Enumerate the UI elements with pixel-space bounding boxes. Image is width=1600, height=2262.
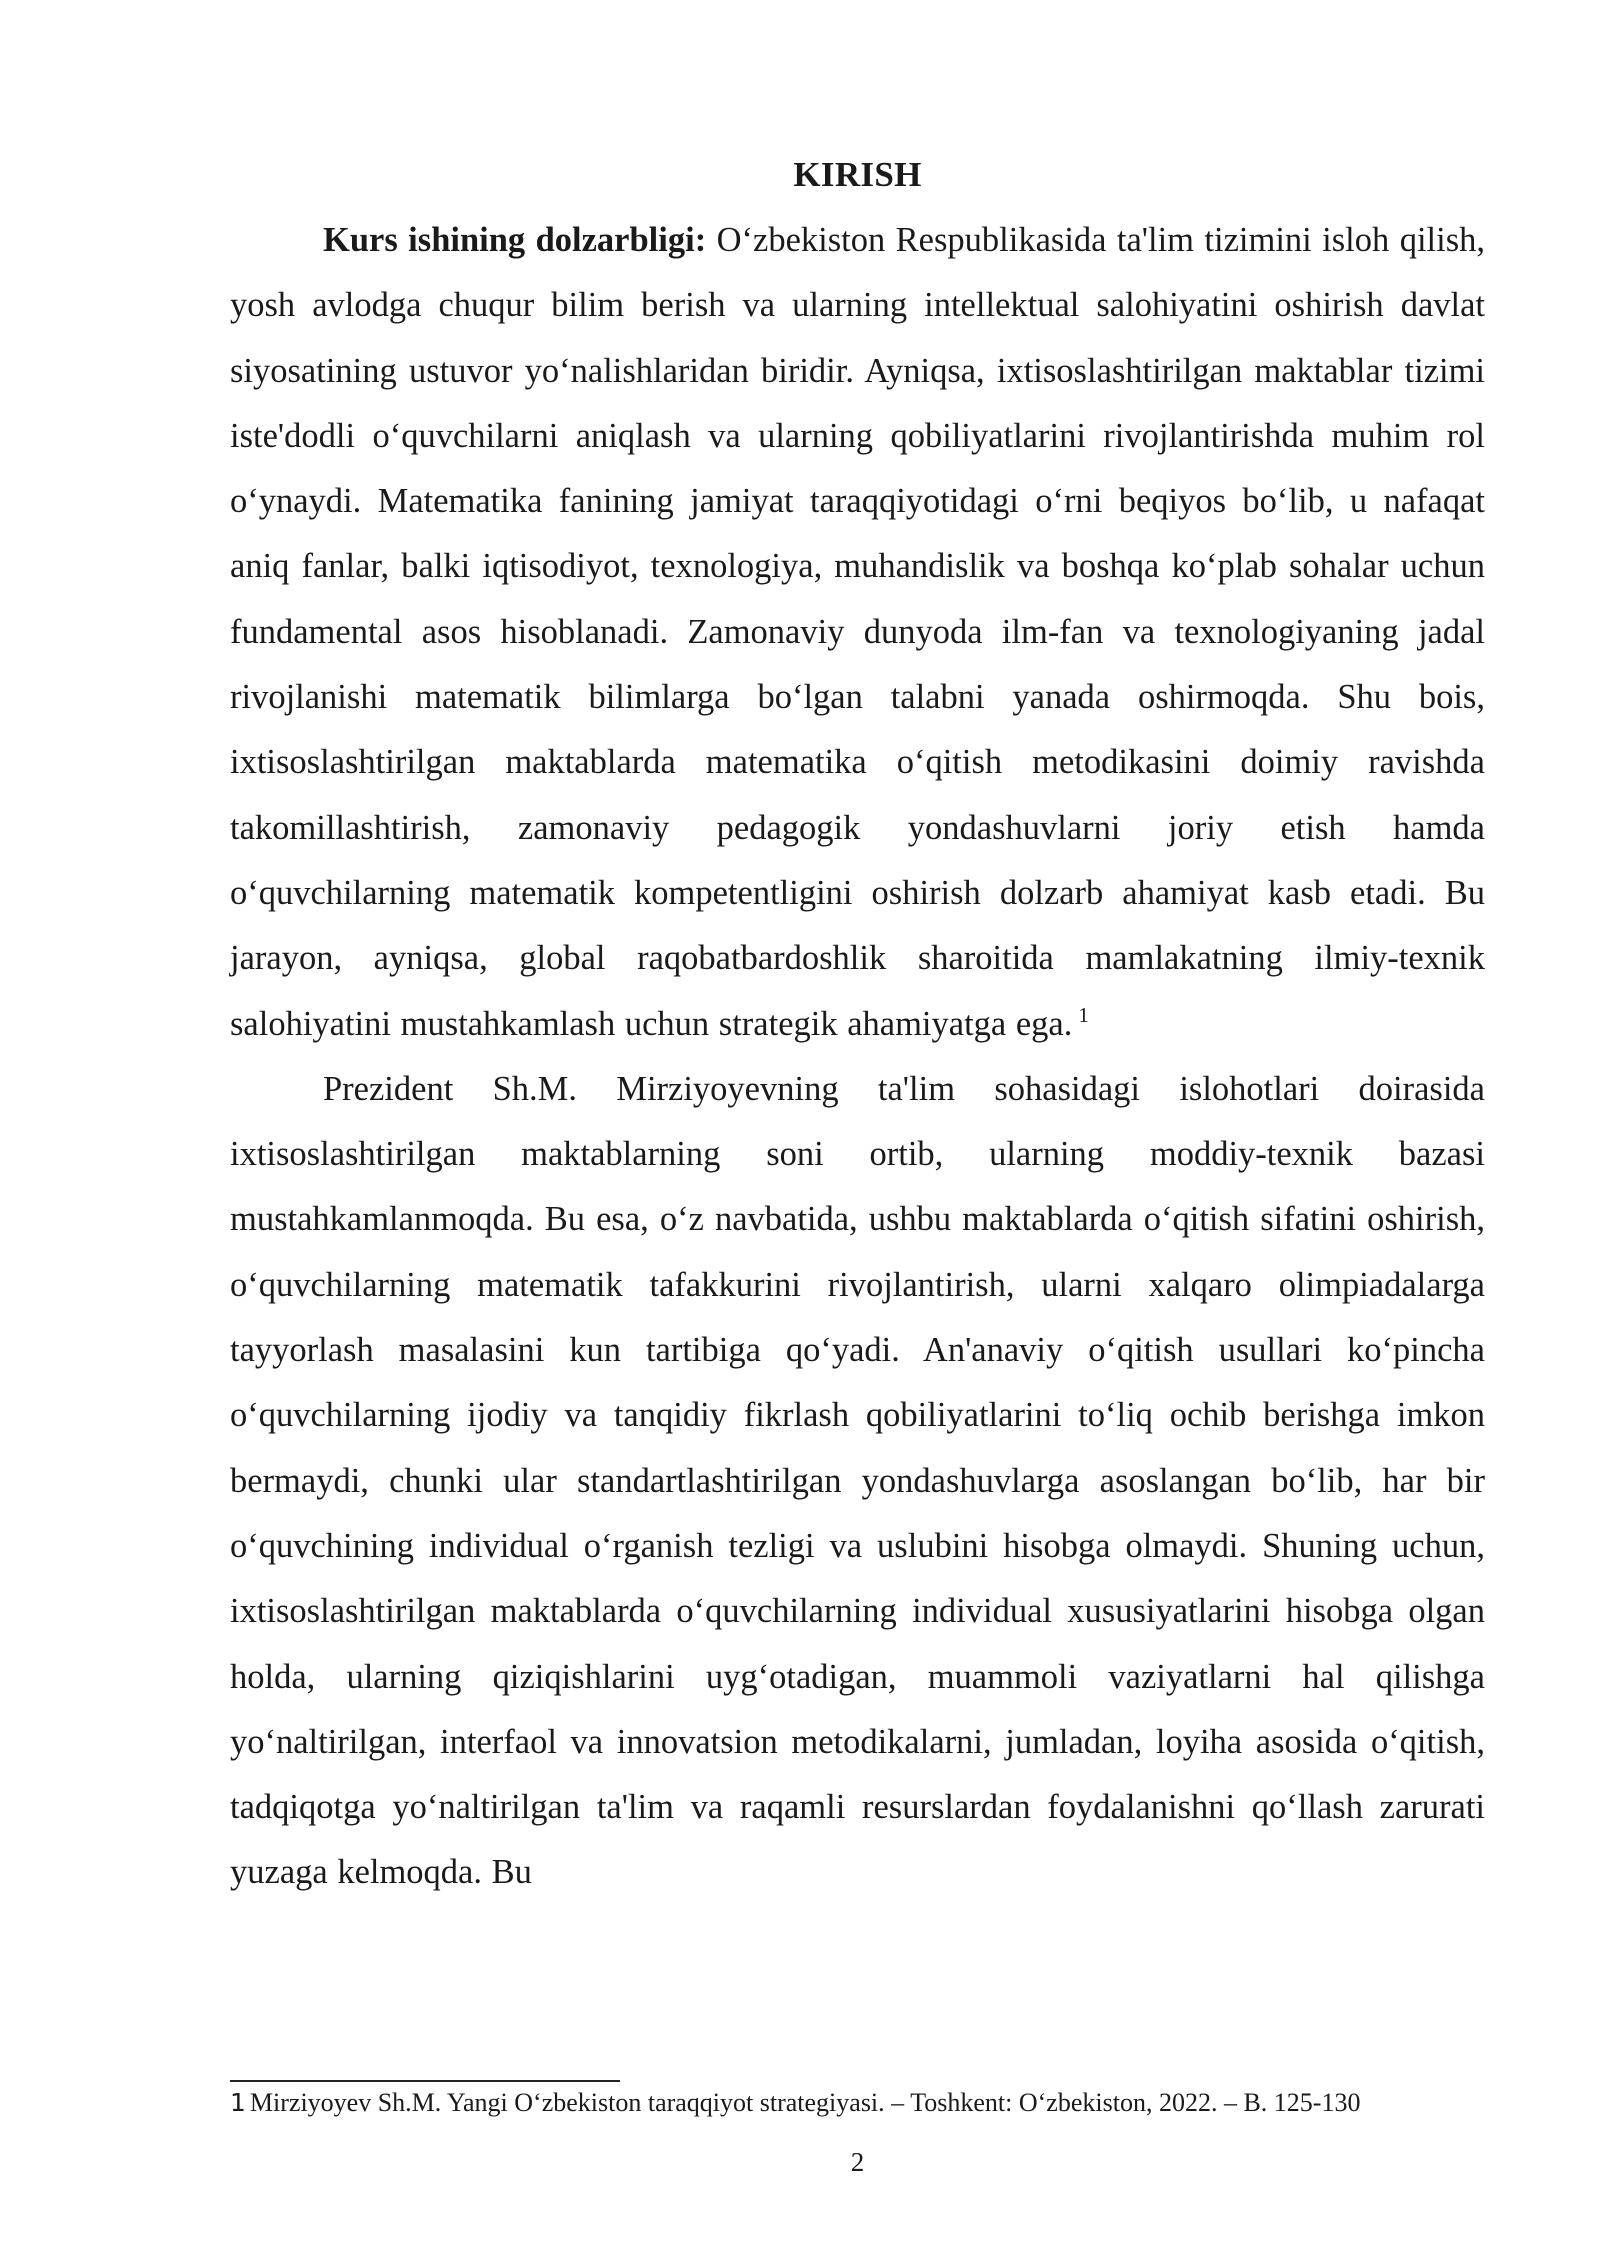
footnote bbox=[230, 2083, 1485, 2123]
paragraph-reforms: Prezident Sh.M. Mirziyoyevning ta'lim sohasidagi islohotlari doirasida ixtisoslashtirilgan maktablarning soni ortib, ularning moddiy-texnik bazasi mustahkamlanmoqda. Bu esa, o‘z navbatida, ushbu maktablarda o‘qitish sifatini oshirish, o‘quvchilarning matematik tafakkurini rivojlantirish, ularni xalqaro olimpiadalarga tayyorlash masalasini kun tartibiga qo‘yadi. An'anaviy o‘qitish usullari ko‘pincha o‘quvchilarning ijodiy va tanqidiy fikrlash qobiliyatlarini to‘liq ochib berishga imkon bermaydi, chunki ular standartlashtirilgan yondashuvlarga asoslangan bo‘lib, har bir o‘quvchining individual o‘rganish tezligi va uslubini hisobga olmaydi. Shuning uchun, ixtisoslashtirilgan maktablarda o‘quvchilarning individual xususiyatlarini hisobga olgan holda, ularning qiziqishlarini uyg‘otadigan, muammoli vaziyatlarni hal qilishga yo‘naltirilgan, interfaol va innovatsion metodikalarni, jumladan, loyiha asosida o‘qitish, tadqiqotga yo‘naltirilgan ta'lim va raqamli resurslardan foydalanishni qo‘llash zarurati yuzaga kelmoqda. Bu bbox=[230, 1069, 1485, 1892]
section-heading: KIRISH bbox=[793, 155, 922, 194]
paragraph-relevance bbox=[230, 208, 1485, 1057]
footnote-number: 1 bbox=[230, 2088, 246, 2117]
paragraph-lead: Kurs ishining dolzarbligi: bbox=[323, 221, 707, 259]
footnote-separator bbox=[230, 2080, 620, 2082]
body-text bbox=[230, 208, 1485, 1906]
footnote-text: Mirziyoyev Sh.M. Yangi O‘zbekiston taraqqiyot strategiyasi. – Toshkent: O‘zbekiston, 2022. – B. 125-130 bbox=[249, 2088, 1361, 2117]
page-number: 2 bbox=[850, 2147, 865, 2177]
footnote-reference[interactable]: 1 bbox=[1078, 1003, 1089, 1028]
paragraph-relevance-text: O‘zbekiston Respublikasida ta'lim tizimini isloh qilish, yosh avlodga chuqur bilim berish va ularning intellektual salohiyatini oshirish davlat siyosatining ustuvor yo‘nalishlaridan biridir. Ayniqsa, ixtisoslashtirilgan maktablar tizimi iste'dodli o‘quvchilarni aniqlash va ularning qobiliyatlarini rivojlantirishda muhim rol o‘ynaydi. Matematika fanining jamiyat taraqqiyotidagi o‘rni beqiyos bo‘lib, u nafaqat aniq fanlar, balki iqtisodiyot, texnologiya, muhandislik va boshqa ko‘plab sohalar uchun fundamental asos hisoblanadi. Zamonaviy dunyoda ilm-fan va texnologiyaning jadal rivojlanishi matematik bilimlarga bo‘lgan talabni yanada oshirmoqda. Shu bois, ixtisoslashtirilgan maktablarda matematika o‘qitish metodikasini doimiy ravishda takomillashtirish, zamonaviy pedagogik yondashuvlarni joriy etish hamda o‘quvchilarning matematik kompetentligini oshirish dolzarb ahamiyat kasb etadi. Bu jarayon, ayniqsa, global raqobatbardoshlik sharoitida mamlakatning ilmiy-texnik salohiyatini mustahkamlash uchun strategik ahamiyatga ega. bbox=[230, 221, 1485, 1043]
